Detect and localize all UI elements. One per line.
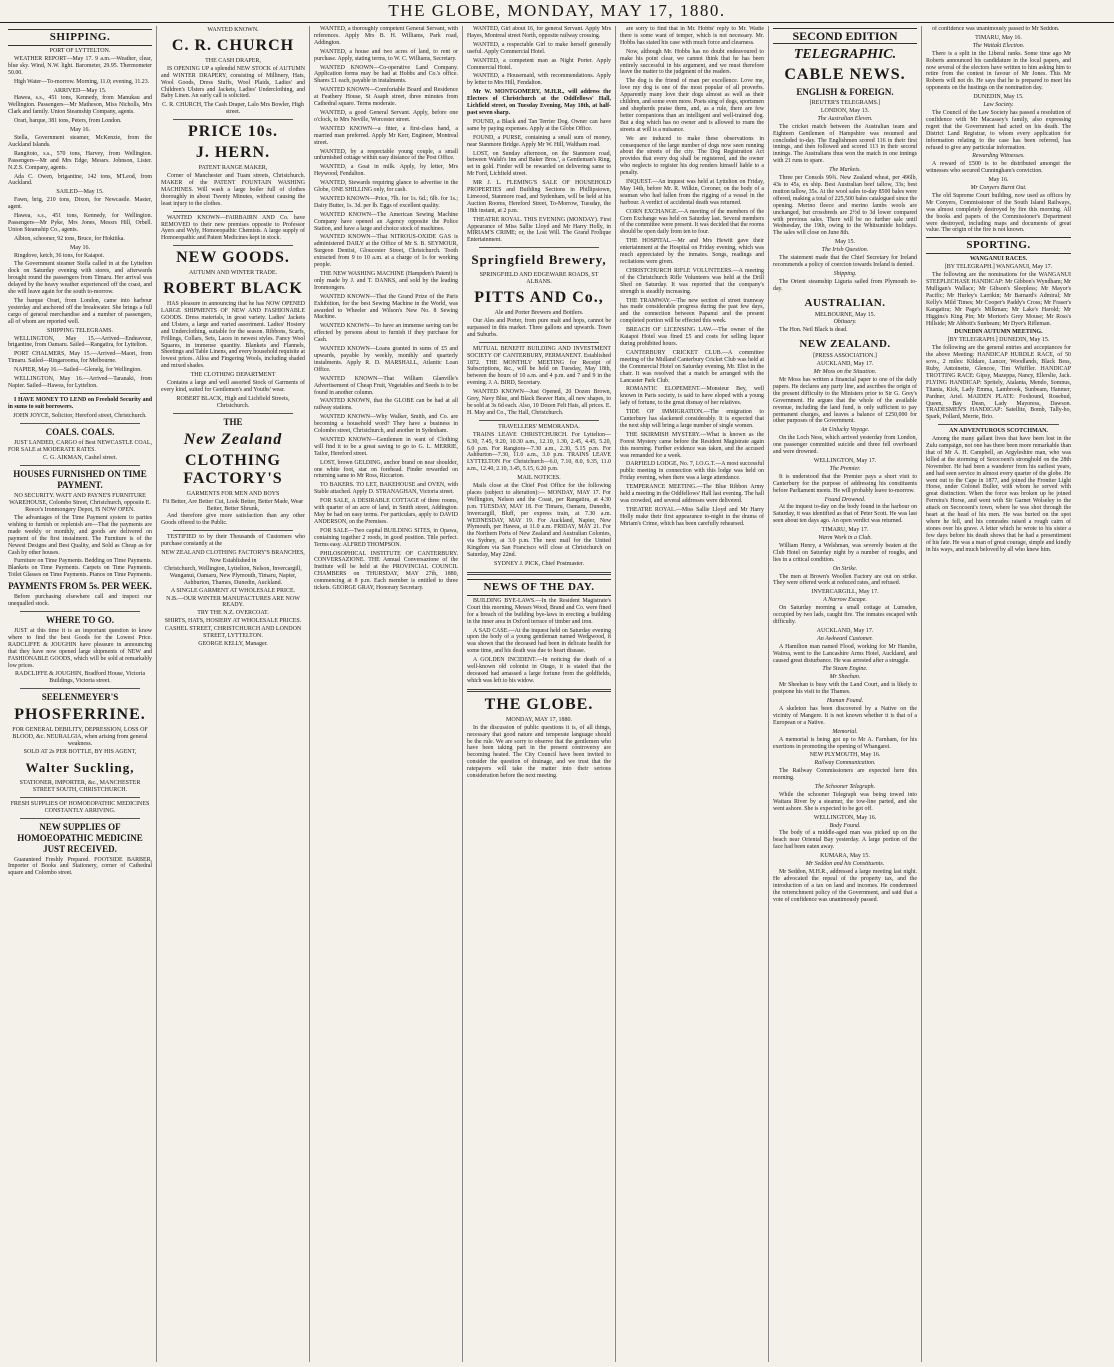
ship-line: Orari, barque, 381 tons, Peters, from London. — [14, 118, 122, 125]
cable-news: CABLE NEWS. — [784, 66, 906, 83]
ad-black-sig: ROBERT BLACK, High and Lichfield Streets, Christchurch. — [176, 395, 290, 409]
news-paragraph: CANTERBURY CRICKET CLUB.—A committee meeting of the Midland Canterbury Cricket Club was held at the Commercial Hotel on Saturday evening, Mr. Eliot in the chair. It was resolved that a match be arranged with the Lancaster Park Club. — [620, 349, 764, 384]
travel-heading: TRAVELLERS' MEMORANDA. — [498, 423, 580, 430]
news-paragraph: CORN EXCHANGE.—A meeting of the members of the Corn Exchange was held on Saturday last. Several members of the committee were present. It was decided that the rooms should be open daily from ten to four. — [620, 208, 764, 236]
story: The Hon. Neil Black is dead. — [779, 327, 848, 334]
ad-payments-title: PAYMENTS FROM 5s. PER WEEK. — [8, 581, 152, 592]
sailed-line: Ringdove, ketch, 36 tons, for Kaiapoi. — [14, 252, 105, 259]
notice: WANTED KNOWN—Just Opened, 20 Dozen Brown, Grey, Navy Blue, and Black Beaver Hats, all new shapes, to be sold at 3s 6d each. Also, 10 Dozen Felt Hats, all prices. E. H. May and Co., The Hall, Christchurch. — [467, 389, 611, 416]
ad-suckling: Walter Suckling, — [25, 759, 135, 775]
dateline: INVERCARGILL, May 17. — [811, 589, 879, 596]
ad-price: PRICE 10s. — [187, 123, 278, 141]
news-paragraph: THE SKIRMISH MYSTERY.—What is known as the Forest Mystery came before the Resident Magistrate again this morning. Further evidence was taken, and the accused was remanded for a week. — [620, 431, 764, 459]
story: The old Supreme Court building, now used as offices by Mr Conyers, Commissioner of the South Island Railways, was almost completely destroyed by fire this morning. All the books and papers of the Commissioner's Department were destroyed, including maps and documents of great value. The origin of the fire is not known. — [926, 192, 1071, 234]
story: It is understood that the Premier pays a short visit to Canterbury for the purpose of addressing his constituents before Parliament meets. He will probably leave to-morrow. — [773, 473, 917, 494]
wanganui-heading: WANGANUI RACES. — [969, 256, 1028, 263]
subhead: The Irish Question. — [821, 247, 869, 254]
subhead: Law Society. — [983, 102, 1014, 109]
masthead: THE GLOBE, MONDAY, MAY 17, 1880. — [0, 0, 1114, 23]
news-item: BUILDING BYE-LAWS.—In the Resident Magistrate's Court this morning, Messrs Wood, Brand and Co. were fined for a breach of the building bye-laws in erecting a building in the inner area in Oxford terrace of timber and iron. — [467, 597, 611, 625]
brewery-sub: SPRINGFIELD AND EDGEWARE ROADS, ST ALBANS. — [479, 272, 599, 286]
story: of confidence was unanimously passed to Mr Seddon. — [932, 26, 1060, 32]
pitts-sub: Ale and Porter Brewers and Bottlers. — [494, 310, 584, 317]
classified-ad: FOR SALE—Two capital BUILDING SITES, in Opawa, containing together 2 roods, in good position. Title perfect. Terms easy. ALFRED THOMPSON. — [314, 527, 458, 548]
story: The men at Brown's Woollen Factory are out on strike. They were offered work at reduced rates, and refused. — [773, 573, 917, 587]
press: [PRESS ASSOCIATION.] — [813, 353, 877, 360]
ad-coals-sig: C. G. AIKMAN, Cashel street. — [43, 455, 117, 462]
subhead: Memorial. — [832, 728, 858, 735]
ship-line: Stella, Government steamer, McKenzie, from the Auckland Islands. — [8, 134, 152, 148]
ad-hern-sub: PATENT RANGE MAKER, — [198, 165, 268, 172]
classified-ad: WANTED KNOWN, that the GLOBE can be had at all railway stations. — [314, 398, 458, 412]
news-paragraph: CHRISTCHURCH RIFLE VOLUNTEERS.—A meeting of the Christchurch Rifle Volunteers was held at the Drill Shed on Saturday. It was reported that the company's strength is steadily increasing. — [620, 267, 764, 295]
globe-title: THE GLOBE. — [484, 695, 594, 713]
story: On Saturday morning a small cottage at Lumsden, occupied by two lads, caught fire. The inmates escaped with difficulty. — [773, 605, 917, 625]
news-paragraph: are sorry to find that in Mr. Hobbs' reply to Mr. Wadie there is some want of temper, which is not necessary. Mr. Hobbs has stated his case with much force and clearness. — [620, 26, 764, 46]
telegraphic: TELEGRAPHIC. — [793, 47, 897, 62]
ad-shirts: SHIRTS, HATS, HOSIERY AT WHOLESALE PRICES. — [164, 618, 302, 625]
sailed-line: Hawea, s.s., 451 tons, Kennedy, for Wellington. Passengers—Mr Pyke, Mrs Jones, Messrs Hill, Orbell. Union Steamship Co., agents. — [8, 213, 152, 233]
notice: WANTED, a respectable Girl to make herself generally useful. Apply Commercial Hotel. — [467, 41, 611, 55]
sailed-line: May 16. — [70, 244, 90, 251]
adventurous-body: Among the many gallant lives that have been lost in the Zulu campaign, not one has there been more remarkable than that of Mr A. H. Campbell, an Argyleshire man, who was killed at the storming of Secocoeni's stronghold on the 28th November. He had been a wanderer from his earliest years, and had seen service in almost every quarter of the globe. He went out to the Cape in 1877, and joined the Frontier Light Horse, under Colonel Buller, with whom he served with great distinction. When the force was broken up he joined Ferreira's Horse, and went with Sir Garnet Wolseley to the attack on Secocoeni's town, where he was shot through the heart at the head of his men. He was buried on the spot where he fell, and his comrades raised a rough cairn of stones over his grave. A letter which he wrote to his sister a few days before his death shows that he had a presentiment of his fate. He was a man of great courage, simple and kindly in his ways, and much beloved by all who knew him. — [926, 436, 1071, 553]
story: Mr Seddon, M.H.R., addressed a large meeting last night. He advocated the repeal of the property tax, and the introduction of a tax on land and incomes. He condemned the retrenchment policy of the Government, and said that a vote of confidence was unanimously passed. — [773, 869, 917, 903]
story: The Railway Commissioners are expected here this morning. — [773, 768, 917, 782]
ship-line: WEATHER REPORT—May 17. 9 a.m.—Weather, clear, blue sky. Wind, N.W. light. Barometer, 29.95. Thermometer 50.00. — [8, 55, 152, 76]
notice: Mr W. MONTGOMERY, M.H.R., will address the Electors of Christchurch at the Oddfellows' Hall, Lichfield street, on Tuesday Evening, May 18th, at half-past seven sharp. — [467, 89, 611, 116]
classified-ad: WANTED KNOWN—Loans granted in sums of £5 and upwards, payable by weekly, monthly and quarterly instalments. Apply R. D. MARSHALL, Atlantic Loan Office. — [314, 346, 458, 373]
story: There is a split in the Liberal ranks. Some time ago Mr Roberts announced his candidature in the local papers, and now several of the electors have written to him asking him to retire from the contest in favour of Mr Jones. This Mr Roberts will not do. He says that he is prepared to meet his opponents on the hustings on the nomination day. — [926, 50, 1071, 92]
ship-line: Rangitoto, s.s., 570 tons, Harvey, from Wellington. Passengers—Mr and Mrs Edge, Messrs. Johnson, Lister. N.Z.S. Company, agents. — [8, 150, 152, 171]
ad-wheretogo-body: JUST at this time it is an important question to know where to find the best Goods for the Lowest Price. RADCLIFFE & JOUGHIN have pleasure in announcing that they have now opened large shipments of NEW and FASHIONABLE GOODS, which will be sold at remarkably low prices. — [8, 628, 152, 669]
news-paragraph: Now, although Mr. Hobbs has no doubt endeavoured to make his point clear, we cannot think that he has been entirely successful in his argument, and we must therefore leave the matter to the judgment of the readers. — [620, 48, 764, 76]
telegram-line: PORT CHALMERS, May 15.—Arrived—Maori, from Timaru. Sailed—Ringarooma, for Melbourne. — [8, 351, 152, 365]
story: While the schooner Telegraph was being towed into Waitara River by a steamer, the tow-line parted, and she went ashore. She is expected to be got off. — [773, 791, 917, 812]
globe-date: MONDAY, MAY 17, 1880. — [506, 716, 572, 723]
ad-homoeo: FRESH SUPPLIES OF HOMOEOPATHIC MEDICINES CONSTANTLY ARRIVING. — [10, 800, 150, 814]
news-item: A GOLDEN INCIDENT.—In noticing the death of a well-known old colonist in Otago, it is stated that the deceased had amassed a large fortune from the goldfields, which was left to his widow. — [467, 657, 611, 684]
classified-ad: WANTED, a good General Servant. Apply, before one o'clock, to Mrs Neville, Worcester street. — [314, 109, 458, 123]
news-paragraph: BREACH OF LICENSING LAW.—The owner of the Kaiapoi Hotel was fined £5 and costs for selling liquor during prohibited hours. — [620, 327, 764, 347]
ad-hern: J. HERN. — [195, 144, 271, 162]
dateline: LONDON, May 13. — [820, 107, 870, 114]
classified-ad: WANTED KNOWN—Comfortable Board and Residence at Feathery House, St Asaph street, three minutes from Cathedral square. Terms moderate. — [314, 87, 458, 108]
ad-branches-sub: Now Established in — [209, 557, 257, 564]
classified-ad: WANTED KNOWN—That the Grand Prize of the Paris Exhibition, for the best Sewing Machine in the World, was awarded to Wheeler and Wilson's New No. 8 Sewing Machine. — [314, 293, 458, 321]
ad-houses-more: The advantages of the Time Payment system to parties wishing to furnish or replenish are—That the payments are made weekly or monthly, and goods are delivered on payment of the first instalment. The Furniture is of the Newest Designs and Best Quality, and Sold as Cheap as for Cash by other houses. — [8, 515, 152, 556]
subhead: Mr Sheehan. — [829, 674, 861, 681]
classified-ad: WANTED KNOWN—a fitter, a first-class hand, a married man preferred. Apply Mr Kerr, Engineer, Montreal street. — [314, 125, 458, 146]
ad-coals-title: COALS. COALS. — [45, 426, 115, 437]
classified-ad: WANTED, a Goat in milk. Apply, by letter, Mrs Heywood, Fendalton. — [314, 164, 458, 178]
story: The cricket match between the Australian team and Eighteen Gentlemen of Hampshire was resumed and concluded to-day. The Englishmen scored 116 in their first innings, and then followed and scored 113 in their second innings. The Australians thus won the match in one innings with 21 runs to spare. — [773, 123, 917, 165]
classified-ad: WANTED KNOWN—That William Glanville's Advertisement of Cheap Fruit, Vegetables and Seeds is to be found in another column. — [314, 375, 458, 396]
dateline: May 16. — [988, 177, 1009, 184]
ad-fit-body: And therefore give more satisfaction than any other Goods offered to the Public. — [161, 513, 305, 527]
dateline: MELBOURNE, May 15. — [814, 311, 876, 318]
classified-ad: WANTED KNOWN—That NITROUS-OXIDE GAS is administered DAILY at the Office of Mr S. B. SEYMOUR, Surgeon Dentist, Gloucester Street, Christchurch. Tooth extracted from 9 to 10 a.m. at a charge of 1s for working people. — [314, 234, 458, 269]
column-shipping — [4, 26, 157, 1362]
telegram-line: NAPIER, May 16.—Sailed—Glenelg, for Wellington. — [14, 367, 142, 374]
story: The Council of the Law Society has passed a resolution of confidence with Mr Macassey's family, also expressing regret that the Government had acted on his death. The District Land Registrar, to whom every application for information relating to the case has been referred, has refused to give any particular information. — [926, 109, 1071, 151]
subhead: The Premier. — [829, 465, 861, 472]
ad-houses-list: Furniture on Time Payments. Bedding on Time Payments. Blankets on Time Payments. Carpets on Time Payments. Toilet Glasses on Time Payments. Pianos on Time Payments. — [8, 558, 152, 579]
notice: WANTED, a Housemaid, with recommendations. Apply by letter to Mrs Hill, Fendalton. — [467, 73, 611, 87]
classified-ad: PHILOSOPHICAL INSTITUTE OF CANTERBURY. CONVERSAZIONE. THE Annual Conversazione of the Institute will be held at the PROVINCIAL COUNCIL CHAMBERS on THURSDAY, MAY 27th, 1880, commencing at 8 p.m. Each member is entitled to three tickets. GEORGE GRAY, Honorary Secretary. — [314, 550, 458, 592]
ad-black-body: HAS pleasure in announcing that he has NOW OPENED LARGE SHIPMENTS OF NEW AND FASHIONABLE GOODS. Dress materials, in great variety. Ladies' Jackets and Ulsters, a large and varied assortment. Ladies' Hosiery and Underclothing, suitable for the season. Ribbons, Scarfs, Frillings, Collars, Sets, Laces in newest styles. Fancy Wool Squares, in immense quantity. Blankets and Flannels, Sheetings and Table Linens, and every household requisite at lowest prices. Alloa and Fingering Wools, including shaded and mixed shades. — [161, 301, 305, 370]
dunedin-sub: [BY TELEGRAPH.] DUNEDIN, May 15. — [947, 337, 1050, 344]
ship-line: ARRIVED—May 15. — [53, 87, 107, 94]
mail-body: Mails close at the Chief Post Office for the following places (subject to alteration):— MONDAY, MAY 17. For Wellington, Nelson and the Coast, per Rangatira, at 4.30 p.m. TUESDAY, MAY 18. For Timaru, Oamaru, Dunedin, Invercargill, Bluff, per express train, at 7.30 a.m. WEDNESDAY, MAY 19. For Auckland, Napier, New Plymouth, per Hawea, at 11.0 a.m. FRIDAY, MAY 21. For the Northern Ports of New Zealand and Australian Colonies, via Sydney, at 3.0 p.m. The next mail for the United Kingdom via San Francisco will close at Christchurch on Saturday, May 22nd. — [467, 483, 611, 559]
travel-body: TRAINS LEAVE CHRISTCHURCH. For Lyttelton—6.30, 7.45, 9.20, 10.30 a.m., 12.10, 1.30, 2.45, 4.45, 5.20, 6.0 p.m. For Rangiora—7.30 a.m., 2.30, 5.15 p.m. For Ashburton—7.30, 11.0 a.m., 3.0 p.m. TRAINS LEAVE LYTTELTON For Christchurch—6.0, 7.10, 8.0, 9.35, 11.0 a.m., 12.40, 2.10, 3.45, 5.15, 6.20 p.m. — [467, 431, 611, 473]
news-paragraph: THE TRAMWAY.—The new section of street tramway has made considerable progress during the past few days, and the connection between Papanui and the present completed portion will be effected this week. — [620, 297, 764, 325]
story: Mr Moss has written a financial paper to one of the daily papers. He declares any party line, and ascribes the origin of the present difficulty to the Ministers prior to Sir G. Grey's Government. He argues that the whole of the available revenue, including the land fund, is only sufficient to pay permanent charges, and leaves a balance of £250,000 for other purposes of the Government. — [773, 377, 917, 425]
column-drapery-ads — [157, 26, 310, 1362]
story: William Henry, a Welshman, was severely beaten at the Club Hotel on Saturday night by a number of roughs, and lies in a critical condition. — [773, 542, 917, 563]
dunedin-meeting: DUNEDIN AUTUMN MEETING. — [954, 329, 1043, 336]
sailed-line: Fawn, brig, 210 tons, Dixon, for Newcastle. Master, agent. — [8, 197, 152, 211]
shipping-para: The Government steamer Stella called in at the Lyttelton dock on Saturday evening with stores, and afterwards brought round the passengers from Timaru. Her arrival was delayed by the heavy weather experienced off the coast, and she will leave again for the south to-morrow. — [8, 261, 152, 296]
subhead: The Steam Engine. — [822, 666, 868, 673]
dunedin-list: The following are the general entries and acceptances for the above Meeting: HANDICAP HURDLE RACE, of 50 sovs., 2 miles: Kildare, Lancer, Woodlands, Black Bess, Ruby, Antoinette, Glencoe, Tim Whiffler. HANDICAP TROTTING RACE: Gipsy, Mazeppa, Nancy, Ellerslie, Jack. FLYING HANDICAP: Spritely, Atalanta, Mendo, Somnus, Titania, Kick, Lady Emma, Lambrook, Sunbeam, Hanmer, Pardner, Ariel. MAIDEN PLATE: Foxhound, Rosebud, Queen, Bay Dean, Lady Mayoress, Dawson. TRADESMEN'S HANDICAP: Satellite, Bomb, Tally-ho, Spark, Pollard, Merrie, Brio. — [926, 345, 1071, 421]
classified-ad: WANTED, by a respectable young couple, a small unfurnished cottage within easy distance of the Post Office. — [314, 148, 458, 162]
ad-the: THE — [223, 416, 243, 427]
shipping-heading: SHIPPING. — [8, 29, 152, 46]
story: The body of a middle-aged man was picked up on the beach near Oriental Bay yesterday. A large portion of the face had been eaten away. — [773, 830, 917, 851]
dateline: AUCKLAND, May 17. — [816, 361, 874, 368]
ad-church-body: IS OPENING UP a splendid NEW STOCK of AUTUMN and WINTER DRAPERY, consisting of Millinery, Hats, Wool Goods, Dress Stuffs, Wool Plaids, Ladies' and Children's Ulsters and Jackets, Ladies' Underclothing, and Baby Linen. An early call is solicited. — [161, 65, 305, 100]
ad-clothing-body: Contains a large and well assorted Stock of Garments of every kind, suited for Gentlemen's and Youths' wear. — [161, 380, 305, 393]
classified-ad: WANTED, a house and two acres of land, to rent or purchase. Apply, stating terms, to W. C. Williams, Secretary. — [314, 48, 458, 62]
mail-heading: MAIL NOTICES. — [517, 475, 561, 482]
column-wanted-ads — [310, 26, 463, 1362]
ad-black: ROBERT BLACK — [163, 280, 303, 298]
telegram-line: WELLINGTON, May 15.—Arrived—Endeavour, brigantine, from Oamaru. Sailed—Rangatira, for Lyttelton. — [8, 335, 152, 349]
notice: LOST, on Sunday afternoon, on the Stanmore road, between Walsh's Inn and Baker Bros.', a Gentleman's Ring, set in gold. Finder will be rewarded on delivering same to Mr Ford, Lichfield street. — [467, 150, 611, 178]
ad-wheretogo-sig: RADCLIFFE & JOUGHIN, Bradford House, Victoria Buildings, Victoria street. — [14, 671, 146, 685]
ad-fairbairn: WANTED KNOWN—FAIRBAIRN AND Co. have REMOVED to their new premises opposite to Professor Ayers and Wyly, Homoeopathic Chemists. A large supply of Homoeopathic and Patent Medicines kept in stock. — [161, 214, 305, 242]
ad-phos-price: SOLD AT 2s PER BOTTLE, BY HIS AGENT, — [23, 748, 137, 755]
ship-line: May 16. — [70, 127, 90, 134]
dateline: NEW PLYMOUTH, May 16. — [809, 752, 881, 759]
ship-line: Ada C. Owen, brigantine, 142 tons, M'Leod, from Auckland. — [8, 173, 152, 187]
classified-ad: WANTED KNOWN—Gentlemen in want of Clothing will find it to be a great saving to go to G. L. MERRIE, Tailor, Hereford street. — [314, 436, 458, 457]
ad-overcoat: TRY THE N.Z. OVERCOAT. — [197, 610, 269, 617]
columns — [4, 26, 1110, 1362]
second-edition: SECOND EDITION — [773, 28, 917, 44]
ad-kelly: GEORGE KELLY, Manager. — [198, 640, 268, 647]
classified-ad: LOST, brown GELDING, anchor brand on near shoulder, one white foot, star on forehead. Finder rewarded on returning same to Mr Ross, Riccarton. — [314, 459, 458, 480]
notice: FOUND, a Black and Tan Terrier Dog. Owner can have same by paying expenses. Apply at the Globe Office. — [467, 118, 611, 132]
story: A reward of £500 is to be distributed amongst the witnesses who secured Cunningham's conviction. — [926, 161, 1071, 175]
ad-houses-body: NO SECURITY. WATT AND PAYNE'S FURNITURE WAREHOUSE, Colombo Street, Christchurch, opposite E. Reece's Ironmongery Depot, IS NOW OPEN. — [9, 493, 151, 514]
subhead: Obituary. — [833, 319, 857, 326]
port-heading: PORT OF LYTTELTON. — [49, 48, 111, 54]
ad-autumn: AUTUMN AND WINTER TRADE. — [188, 270, 278, 277]
story: Mr Sheehan is busy with the Land Court, and is likely to postpone his visit to the Thames. — [773, 682, 917, 696]
ad-fit: Fit Better, Are Better Cut, Look Better, Better Made, Wear Better, Better Shrunk, — [162, 498, 304, 512]
classified-ad: WANTED KNOWN—Co-operative Land Company. Application forms may be had at Hobbs and Co.'s office. Shares £1 each, payable in instalments. — [314, 64, 458, 85]
ad-phosferrine: PHOSFERRINE. — [14, 706, 146, 724]
ad-testified: TESTIFIED to by their Thousands of Customers who purchase constantly at the — [161, 534, 305, 548]
news-paragraph: THE HOSPITAL.—Mr and Mrs Hewitt gave their entertainment at the Hospital on Friday evening, which was much appreciated by the inmates. Songs, readings and recitations were given. — [620, 238, 764, 265]
ad-cashel: CASHEL STREET, CHRISTCHURCH AND LONDON STREET, LYTTELTON. — [164, 626, 302, 640]
story: A Hamilton man named Flood, working for Mr Hamlin, Wairoa, went to the Lancashire Arms Hotel, Auckland, and caused great disturbance. He was arrested after a struggle. — [773, 643, 917, 664]
adventurous-heading: AN ADVENTUROUS SCOTCHMAN. — [949, 428, 1048, 435]
postmaster: SYDNEY J. PICK, Chief Postmaster. — [494, 561, 584, 567]
ad-church-sig: C. R. CHURCH, The Cash Draper, Lalo Mrs Bowler, High street. — [162, 102, 304, 116]
subhead: The Markets. — [829, 167, 861, 174]
subhead: Mr Seddon and his Constituents. — [805, 861, 885, 868]
story: Three per Consols 99¾. New Zealand wheat, per 496lb, 43s to 45s, ex ship. Best Australian beef tallow, 33s; best mutton tallow, 35s. At the wool sales to-day 8500 bales were offered, making a total of 225,500 bales catalogued since the opening. Merino fleece and merino lambs wools are unchanged, but crossbreds are 2½d to 3d lower compared with previous sales. There will be no further sale until Wednesday, the 19th, owing to the Whitsuntide holidays. The sales will close on June 8th. — [773, 175, 917, 237]
dateline: TIMARU, May 16. — [975, 34, 1022, 41]
ad-towns: Christchurch, Wellington, Lyttelton, Nelson, Invercargill, Wanganui, Oamaru, New Plymouth, Timaru, Napier, Ashburton, Thames, Dunedin, Auckland. — [164, 565, 302, 586]
mutual-society: MUTUAL BENEFIT BUILDING AND INVESTMENT SOCIETY OF CANTERBURY, PERMANENT. Established 1872. THE MONTHLY MEETING for Receipt of Subscriptions, &c., will be held on Tuesday, May 18th, between the hours of 10 a.m. and 4 p.m. and 7 and 9 in the evening. J. A. BIRD, Secretary. — [467, 345, 611, 387]
pitts-body: Our Ales and Porter, from pure malt and hops, cannot be surpassed in this market. Three gallons and upwards. Town and Suburbs. — [467, 318, 611, 338]
ad-wanted: WANTED KNOWN. — [207, 27, 259, 33]
ad-payments-body: Before purchasing elsewhere call and inspect our unequalled stock. — [8, 594, 152, 608]
subhead: Mr Conyers Burnt Out. — [970, 185, 1027, 192]
dateline: TIMARU, May 17. — [821, 527, 869, 534]
column-sporting — [922, 26, 1075, 1362]
ad-church-sub: THE CASH DRAPER, — [205, 57, 261, 64]
news-paragraph: INQUEST.—An inquest was held at Lyttelton on Friday, May 14th, before Mr. R. Wilkin, Coroner, on the body of a seaman who had fallen from the rigging of a vessel in the harbour. A verdict of accidental death was returned. — [620, 179, 764, 206]
pitts-title: PITTS AND Co., — [474, 289, 604, 307]
dateline: DUNEDIN, May 15. — [973, 94, 1024, 101]
story: The Orient steamship Liguria sailed from Plymouth to-day. — [773, 278, 917, 292]
ad-medicine-title: NEW SUPPLIES OF HOMOEOPATHIC MEDICINE JUST RECEIVED. — [17, 821, 143, 854]
sailed-heading: SAILED—May 15. — [56, 189, 104, 196]
news-paragraph: TIDE OF IMMIGRATION.—The emigration to Canterbury has slackened considerably. It is expected that the next ship will bring a large number of single women. — [620, 409, 764, 429]
wanganui-sub: [BY TELEGRAPH.] WANGANUI, May 17. — [944, 264, 1053, 271]
ad-branches: NEW ZEALAND CLOTHING FACTORY'S BRANCHES, — [161, 550, 305, 557]
subhead: Mr Moss on the Situation. — [813, 369, 877, 376]
ad-medicine-body: Guaranteed Freshly Prepared. FOOTSIDE BARBER, Importer of Books and Stationery, corner of Cathedral square and Colombo street. — [8, 856, 152, 877]
classified-ad: WANTED, a thoroughly competent General Servant, with references. Apply Mrs B. H. Williams, Park road, Addington. — [314, 26, 458, 46]
brewery-title: Springfield Brewery, — [471, 252, 607, 268]
telegrams-heading: SHIPPING TELEGRAMS. — [47, 327, 113, 334]
dateline: WELLINGTON, May 16. — [813, 814, 877, 821]
subhead: Warm Work in a Club. — [818, 535, 872, 542]
dateline: WELLINGTON, May 17. — [813, 457, 877, 464]
subhead: An Awkward Customer. — [817, 635, 873, 642]
story: A skeleton has been discovered by a Native on the vicinity of Mangere. It is not known whether it is that of a European or a Native. — [773, 705, 917, 726]
subhead: The Waitaki Election. — [972, 42, 1025, 49]
subhead: Found Drowned. — [824, 496, 866, 503]
shipping-para: The barque Orari, from London, came into harbour yesterday and anchored off the breakwater. She brings a full cargo of general merchandise and a number of passengers, all of whom are reported well. — [8, 298, 152, 325]
subhead: The Australian Eleven. — [817, 115, 873, 122]
ad-seelenmeyer: SEELENMEYER'S — [41, 692, 119, 703]
ad-wheretogo-title: WHERE TO GO. — [46, 615, 114, 625]
classified-ad: WANTED KNOWN—Why Walker, Smith, and Co. are becoming a household word? They have a business in Colombo street, Christchurch, and another in Sydenham. — [314, 414, 458, 435]
editorial: In the discussion of public questions it is, of all things, necessary that good nature and temperate language should be the rule. We are sorry to observe that the gentlemen who have been taking part in the present controversy are becoming heated. The City Council have been invited to consider the question of drainage, and we trust that the ratepayers will take the matter into their serious consideration before the next meeting. — [467, 724, 611, 780]
subhead: An Unlucky Voyage. — [820, 427, 870, 434]
news-paragraph: We are induced to make these observations in consequence of the large number of dogs now seen running about the streets of the city. The Dog Registration Act provides that every dog shall be registered, and the owner who neglects to register his dog renders himself liable to a penalty. — [620, 135, 764, 177]
nz-heading: NEW ZEALAND. — [799, 338, 891, 351]
dateline: AUCKLAND, May 17. — [816, 627, 874, 634]
news-paragraph: ROMANTIC ELOPEMENT.—Monsieur Bey, well known in Paris society, is said to have eloped with a young lady of fortune, to the great dismay of her relatives. — [620, 386, 764, 407]
news-paragraph: TEMPERANCE MEETING.—The Blue Ribbon Army held a meeting in the Oddfellows' Hall last evening. The hall was crowded, and several addresses were delivered. — [620, 484, 764, 504]
ad-nz: New Zealand — [183, 430, 283, 448]
ad-money-title: I HAVE MONEY TO LEND on Freehold Security and in sums to suit borrowers. — [8, 396, 152, 410]
ad-factory: CLOTHING FACTORY'S — [183, 451, 283, 487]
ad-phos-body: FOR GENERAL DEBILITY, DEPRESSION, LOSS OF BLOOD, &c. NEURALGIA, when arising from general weakness. — [12, 727, 148, 748]
ship-line: Hawea, s.s., 451 tons, Kennedy, from Manukau and Wellington. Passengers—Mr Matheson, Miss Nicholls, Mrs Clark and family. Union Steamship Company, agents. — [8, 95, 152, 116]
notice: FOUND, a PURSE, containing a small sum of money, near Stanmore Bridge. Apply Mr W. Hill, Waltham road. — [467, 134, 611, 148]
subhead: Rewarding Witnesses. — [972, 153, 1025, 160]
story: A memorial is being got up to Mr A. Farnham, for his exertions in promoting the opening of Whangarei. — [773, 736, 917, 750]
news-item: A SAD CASE.—At the inquest held on Saturday evening upon the body of a young gentleman named Wedgwood, it was shown that the deceased had been in delicate health for some time, and his death was due to heart disease. — [467, 627, 611, 655]
ad-church: C. R. CHURCH — [171, 36, 295, 54]
classified-ad: WANTED KNOWN—The American Sewing Machine Company have opened an Agency opposite the Police Station, and have a large and choice stock of machines. — [314, 211, 458, 232]
ad-nb: N.B.—OUR WINTER MANUFACTURES ARE NOW READY. — [166, 595, 300, 609]
news-paragraph: The dog is the friend of man per excellence. Love me, love my dog is one of the most popular of all proverbs. Apparently many love their dogs almost as well as their children, and some even more. Poets sing of dogs, sportsmen and shepherds praise them, and, as a rule, there are few better companions than an intelligent and well-trained dog. But a dog which has no owner and is allowed to roam the streets at will is a nuisance. — [620, 78, 764, 133]
sailed-line: Albion, schooner, 92 tons, Bruce, for Hokitika. — [14, 235, 125, 242]
subhead: Railway Communication. — [814, 760, 876, 767]
reuters: [REUTER'S TELEGRAMS.] — [809, 100, 881, 106]
story: At the inquest to-day on the body found in the harbour on Saturday, it was identified as that of Peter Scott. He was last seen about ten days ago. An open verdict was returned. — [773, 504, 917, 525]
dateline: KUMARA, May 15. — [820, 853, 870, 860]
dateline: May 15. — [835, 239, 855, 246]
news-paragraph: DARFIELD LODGE, No. 7, I.O.G.T.—A most successful public meeting in connection with this lodge was held on Friday evening, when there was a large attendance. — [620, 461, 764, 482]
news-paragraph: THEATRE ROYAL.—Miss Sallie Lloyd and Mr Harry Holly make their first appearance to-night in the drama of Miriam's Crime, which has been carefully rehearsed. — [620, 506, 764, 527]
notice: MR J. L. FLEMING'S SALE OF HOUSEHOLD PROPERTIES and Building Sections in Phillipstown, Linwood, Stanmore road, and Sydenham, will be held at his Auction Rooms, Hereford Street, To-Morrow, Tuesday, the 18th instant, at 2 p.m. — [467, 180, 611, 214]
classified-ad: WANTED, Stewards requiring glance to advertise in the Globe, ONE SHILLING only, for cash. — [314, 180, 458, 194]
story: The statement made that the Chief Secretary for Ireland recommends a policy of coercion towards Ireland is denied. — [773, 255, 917, 268]
classified-ad: WANTED KNOWN—Price, 7lb. for 1s. 6d.; 6lb. for 1s.; Dairy Butter, 1s. 3d. per lb. Eggs of excellent quality. — [314, 195, 458, 209]
wanganui-list: The following are the nominations for the WANGANUI STEEPLECHASE HANDICAP: Mr Gibbon's Wyndham; Mr Mulligan's Wallace; Mr Gibson's Sleepless; Mr Mayor's Pacific; Mr Hurley's Larrikin; Mr Barnard's Admiral; Mr Kelly's Mild Times; Mr Cooper's Paddy's Cross; Mr Fraser's Kangatira; Mr Page's Milkman; Mr Lake's Harold; Mr Higgins's King Pin; Mr Morton's Grey Mouse; Mr Ross's Hillside; Mr Abbott's Sunbeam; Mr Dyer's Rifleman. — [926, 272, 1071, 327]
subhead: A Narrow Escape. — [823, 597, 867, 604]
column-notices — [463, 26, 616, 1362]
classified-ad: WANTED KNOWN—To have an immense saving can be effected by persons about to furnish if they purchase for Cash. — [314, 323, 458, 344]
ad-coals-body: JUST LANDED, CARGO of Best NEWCASTLE COAL, FOR SALE at MODERATE RATES. — [8, 439, 152, 453]
subhead: Human Found. — [826, 698, 864, 705]
column-second-edition — [769, 26, 922, 1362]
subhead: Body Found. — [829, 822, 861, 829]
ad-money-body: JOHN JOYCE, Solicitor, Hereford street, Christchurch. — [13, 412, 147, 419]
australian-heading: AUSTRALIAN. — [804, 296, 886, 309]
ad-suckling-addr: STATIONER, IMPORTER, &c., MANCHESTER STREET SOUTH, CHRISTCHURCH. — [19, 779, 141, 793]
classified-ad: TO BAKERS. TO LET, BAKEHOUSE and OVEN, with Stable attached. Apply D. STRANAGHAN, Victoria street. — [314, 482, 458, 496]
subhead: Shipping. — [833, 270, 857, 277]
story: On the Loch Ness, which arrived yesterday from London, one passenger committed suicide and three fell overboard and were drowned. — [773, 435, 917, 456]
classified-ad: FOR SALE, A DESIRABLE COTTAGE of three rooms, with quarter of an acre of land, in Smith street, Addington. May be had on easy terms. For particulars, apply to DAVID ANDERSON, on the Premises. — [314, 498, 458, 525]
notice: WANTED, Girl about 16, for general Servant. Apply Mrs Hayes, Montreal street North, opposite railway crossing. — [467, 26, 611, 39]
ad-hern-body: Corner of Manchester and Tuam streets, Christchurch. MAKER of the PATENT FOUNTAIN WASHING MACHINES. Will wash a large boiler full of clothes thoroughly in about Twenty Minutes, without causing the least injury to the clothes. — [161, 173, 305, 207]
column-news — [616, 26, 769, 1362]
notice: WANTED, a competent man as Night Porter. Apply Commercial Hotel. — [467, 57, 611, 71]
ship-line: High Water—To-morrow. Morning, 11.0; evening, 11.23. — [14, 78, 150, 85]
news-heading: NEWS OF THE DAY. — [467, 579, 611, 596]
ad-new-goods: NEW GOODS. — [176, 249, 290, 267]
subhead: The Schooner Telegraph. — [814, 784, 876, 791]
subhead: On Strike. — [832, 565, 858, 572]
ad-clothing-dept: THE CLOTHING DEPARTMENT — [190, 372, 276, 379]
english-foreign: ENGLISH & FOREIGN. — [796, 87, 894, 97]
ad-houses-title: HOUSES FURNISHED ON TIME PAYMENT. — [13, 469, 147, 491]
classified-ad: THE NEW WASHING MACHINE (Hampden's Patent) is only made by J. and T. DANKS, and sold by the leading Ironmongers. — [314, 271, 458, 291]
sporting-heading: SPORTING. — [926, 237, 1071, 254]
notice: THEATRE ROYAL. THIS EVENING (MONDAY). First Appearance of Miss Sallie Lloyd and Mr Harry Holly, in MIRIAM'S CRIME; or, the Lost Will. The Grand Frolique Entertainment. — [467, 216, 611, 244]
telegram-line: WELLINGTON, May 16.—Arrived—Taranaki, from Napier. Sailed—Hawea, for Lyttelton. — [8, 376, 152, 389]
ad-single: A SINGLE GARMENT AT WHOLESALE PRICE. — [170, 587, 296, 594]
ad-garments: GARMENTS FOR MEN AND BOYS — [186, 490, 280, 497]
